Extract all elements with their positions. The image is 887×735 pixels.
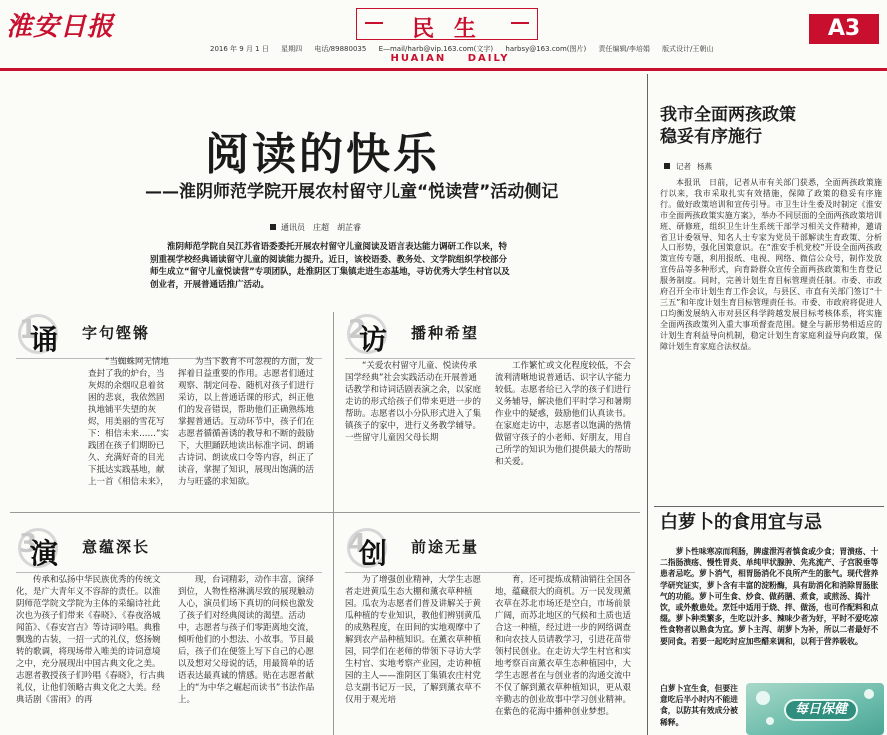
masthead-rule (0, 68, 887, 71)
issue-designer: 版式设计/王朝山 (662, 45, 714, 53)
story-1-title-line-1: 我市全面两孩政策 (660, 105, 796, 125)
section-3-badge (16, 526, 60, 570)
section-1-col-2 (178, 356, 318, 506)
section-4-title: 前途无量 (411, 538, 480, 556)
story-1-byline (664, 161, 718, 172)
section-1-badge (16, 312, 60, 356)
section-title: 民 生 (412, 17, 482, 42)
byline-author-2: 胡芷睿 (337, 223, 361, 232)
story-2-body (660, 546, 882, 680)
section-3-col-2-text: 现，台词精彩，动作丰富，演绎到位，人物性格淋漓尽致的展现触动人心，演员们场下真切的问候也激发了孩子们对经典阅读的渴望。活动中，志愿者与孩子们零距离地交流，倾听他们的小想法、小故事。节目最后，孩子们在便签上写下自己的心愿以及想对父母说的话，用最简单的话语表达最真诚的情感。贴在志愿者献上的“为中华之崛起而读书”书法作品上。 (178, 575, 315, 705)
decor-dot (766, 717, 774, 725)
page-number: A3 (809, 14, 879, 44)
issue-date: 2016 年 9 月 1 日 (210, 45, 269, 53)
section-3-header (16, 526, 322, 572)
story-1-author: 杨燕 (697, 162, 712, 171)
column-divider (333, 312, 334, 735)
section-2-title: 播种希望 (411, 324, 480, 342)
section-2-col-2-text: 工作繁忙或文化程度较低，不会流利清晰地说普通话、识字认字能力较低。志愿者给已入学的孩子们进行义务辅导，解决他们平时学习和暑期作业中的疑惑，鼓励他们认真读书。在家庭走访中，志愿者以饱满的热情做留守孩子的小老师、好朋友，用自己所学的知识为他们提供最大的帮助和关爱。 (495, 361, 632, 467)
main-article (0, 74, 645, 735)
section-2-col-1-text: “关爱农村留守儿童、悦读传承国学经典”社会实践活动在开展普通话教学和诗词话剧表演之余，以家庭走访的形式给孩子们带来更进一步的帮助。志愿者以小分队形式进入了集镇孩子的家中，进行义务教学辅导。一些留守儿童因父母长期 (345, 361, 482, 443)
story-1-text: 本报讯 日前，记者从市有关部门获悉，全面两孩政策施行以来，我市采取扎实有效措施，保障了政策的稳妥有序施行。做好政策培训和宣传引导。市卫生计生委及时制定《淮安市全面两孩政策实施方案》，举办不同层面的全面两孩政策培训班、研修班，组织卫生计生系统干部学习相关文件精神，邀请省卫计委领导、知名人士专家为党员干部解读生育政策、分析人口形势，强化国策意识。在“淮安手机党校”开设全面两孩政策宣传专题，利用报纸、电视、网络、微信公众号，制作发放宣传品等多种形式，向育龄群众宣传全面两孩政策和生育登记服务制度。同时，完善计划生育目标管理责任制。市委、市政府召开全市计划生育工作会议，与县区、市直有关部门签订“十三五”和年度计划生育目标管理责任书。市委、市政府将促进人口均衡发展纳入市对县区科学跨越发展目标考核体系，将实施全面两孩政策列入重大事项督查范围。健全与新形势相适应的计划生育利益导向机制，稳定计划生育家庭利益导向政策，保障计划生育家庭合法权益。 (660, 178, 882, 351)
daily-health-label: 每日保健 (784, 699, 858, 721)
story-2-tail-text: 白萝卜宜生食，但要注意吃后半小时内不能进食，以防其有效成分被稀释。 (660, 684, 738, 727)
story-1-body (660, 178, 882, 500)
daily-tag (350, 53, 550, 64)
section-1-title: 字句铿锵 (82, 324, 151, 342)
issue-email-photo: harbsy@163.com(图片) (505, 45, 587, 53)
daily-tag-left: HUAIAN (390, 53, 447, 64)
badge-char: 访 (359, 323, 388, 356)
badge-char: 诵 (30, 323, 59, 356)
section-3-col-1 (16, 574, 166, 735)
section-4-col-1 (345, 574, 483, 735)
section-4-badge (345, 526, 389, 570)
issue-weekday: 星期四 (281, 45, 303, 53)
section-1-col-1-text: “当蜘蛛网无情地查封了我的炉台，当灰烬的余烟叹息着贫困的悲哀，我依然固执地铺平失望的灰烬，用美丽的雪花写下：相信未来……”实践团在孩子们期盼已久、充满好奇的目光下抵达实践基地，献上一首《相信未来》， (88, 357, 169, 486)
article-lead: 淮阴师范学院自吴江苏省语委委托开展农村留守儿童阅读及语言表达能力调研工作以来，特别重视学校经典诵读留守儿童的阅读能力提升。近日，该校语委、教务处、文学院组织学校部分师生成立“留守儿童悦读营”专项团队，赴淮阴区丁集镇走进生态基地，寻访优秀大学生村官以及创业者，开展普通话推广活动。 (150, 242, 510, 290)
section-4-col-1-text: 为了增强创业精神，大学生志愿者走进黄瓜生态大棚和薰衣草种植园。瓜农为志愿者们普及讲解关于黄瓜种植的专业知识，教他们辨别黄瓜的成熟程度，在田间的实地观摩中了解到农产品种植知识。在薰衣草种植园，同学们在老师的带领下寻访大学生村官、实地考察产业园，走访种植园的主人——淮阴区丁集镇农庄村党总支副书记万一民，了解到薰衣草不仅用于观光培 (345, 575, 482, 705)
story-1-author-label: 记者 (676, 162, 691, 171)
section-4-col-2 (495, 574, 635, 735)
decor-dot (756, 691, 770, 705)
newspaper-logo: 淮安日报 (6, 12, 115, 42)
byline-square-icon (664, 163, 670, 169)
badge-number: 3 (19, 529, 38, 559)
article-byline (270, 222, 369, 233)
section-2-badge (345, 312, 389, 356)
section-1-header (16, 312, 322, 358)
side-column (650, 74, 887, 735)
section-bar-right (511, 22, 529, 24)
section-underline (16, 572, 322, 573)
section-3-title: 意蕴深长 (82, 538, 151, 556)
page-column-divider (647, 74, 648, 735)
section-2-col-1 (345, 360, 483, 506)
decor-dot (864, 689, 874, 699)
section-underline (345, 572, 635, 573)
section-1-col-1 (88, 356, 170, 486)
badge-char: 创 (359, 537, 388, 570)
section-1-col-2-text: 为当下教育不可忽视的方面，发挥着日益重要的作用。志愿者们通过观察、制定问卷、随机对孩子们进行采访，以上普通话课的形式，纠正他们的发音错误，帮助他们正确熟练地掌握普通话。互动环节中，孩子们在志愿者循循善诱的教导和不断的鼓励下，大胆踊跃地读出标准字词、朗诵古诗词、朗读成口令等内容，纠正了读音，掌握了知识，展现出饱满的活力与旺盛的求知欲。 (178, 357, 315, 487)
issue-editor: 责任编辑/李培娟 (598, 45, 650, 53)
story-1-title-line-2: 稳妥有序施行 (660, 127, 762, 147)
badge-char: 演 (30, 537, 59, 570)
section-2-col-2 (495, 360, 635, 506)
article-headline: 阅读的快乐 (205, 129, 440, 180)
story-2-text: 萝卜性味寒凉而利肠，脾虚泄泻者慎食或少食；胃溃疡、十二指肠溃疡、慢性胃炎、单纯甲状腺肿、先兆流产、子宫脱垂等患者忌吃。萝卜消气，相胃肠消化不良所产生的胀气。现代营养学研究证实，萝卜含有丰富的淀粉酶，具有助消化和消除胃肠胀气的功能。萝卜可生食、炒食、做药膳、煮食，或煎汤、捣汁饮，或外敷患处。烹饪中适用于烧、拌、做汤，也可作配料和点缀。萝卜种类繁多，生吃以汁多、辣味少者为好，平时不爱吃凉性食物者以熟食为宜。萝卜主泻、胡萝卜为补，所以二者最好不要同食。若要一起吃时应加些醋来调和，以利于营养吸收。 (660, 547, 879, 646)
article-subhead: ——淮阴师范学院开展农村留守儿童“悦读营”活动侧记 (145, 182, 559, 202)
side-divider (654, 506, 884, 507)
section-4-col-2-text: 育，还可提炼成精油销往全国各地，蕴藏很大的商机。万一民发现薰衣草在苏北市场还是空白，市场前景广阔，而苏北地区的气候和土质也适合这一种植，经过进一步的网络调查和向农技人员请教学习，引进花苗带领村民创业。在走访大学生村官和实地考察百亩薰衣草生态种植园中，大学生志愿者在与创业者的沟通交流中不仅了解到薰衣草种植知识，更从艰辛勤志的创业故事中学习创业精神。在紫色的花海中播种创业梦想。 (495, 575, 632, 717)
section-4-header (345, 526, 635, 572)
byline-author-1: 庄超 (313, 223, 329, 232)
issue-email-text: E—mail/harb@vip.163.com(文字) (378, 45, 494, 53)
badge-number: 2 (348, 315, 367, 345)
byline-role: 通讯员 (281, 223, 305, 232)
section-underline (345, 358, 635, 359)
badge-number: 4 (348, 529, 367, 559)
section-3-col-1-text: 传承和弘扬中华民族优秀的传统文化，是广大青年义不容辞的责任。以淮阴师范学院文学院为主体的采编诗社此次也为孩子们带来《春晓》、《春夜洛城闻笛》、《春安宫吉》等诗词吟唱。典雅飘逸的古装，一招一式的礼仪，悠扬婉转的歌调，将现场带入唯美的诗词意境之中，充分展现出中国古典文化之美。志愿者教授孩子们吟唱《春晓》，行古典礼仪，让他们领略古典文化之大美。经典话剧《雷雨》的再 (16, 575, 165, 705)
section-divider (10, 512, 640, 513)
story-2-tail (660, 683, 738, 735)
section-2-header (345, 312, 635, 358)
daily-tag-right: DAILY (467, 53, 510, 64)
byline-square-icon (270, 224, 276, 230)
issue-phone: 电话/89880035 (314, 45, 367, 53)
daily-health-badge (746, 683, 884, 735)
badge-number: 1 (19, 315, 38, 345)
masthead (0, 0, 887, 68)
section-header (356, 8, 538, 40)
section-3-col-2 (178, 574, 318, 735)
story-2-title: 白萝卜的食用宜与忌 (660, 512, 822, 533)
